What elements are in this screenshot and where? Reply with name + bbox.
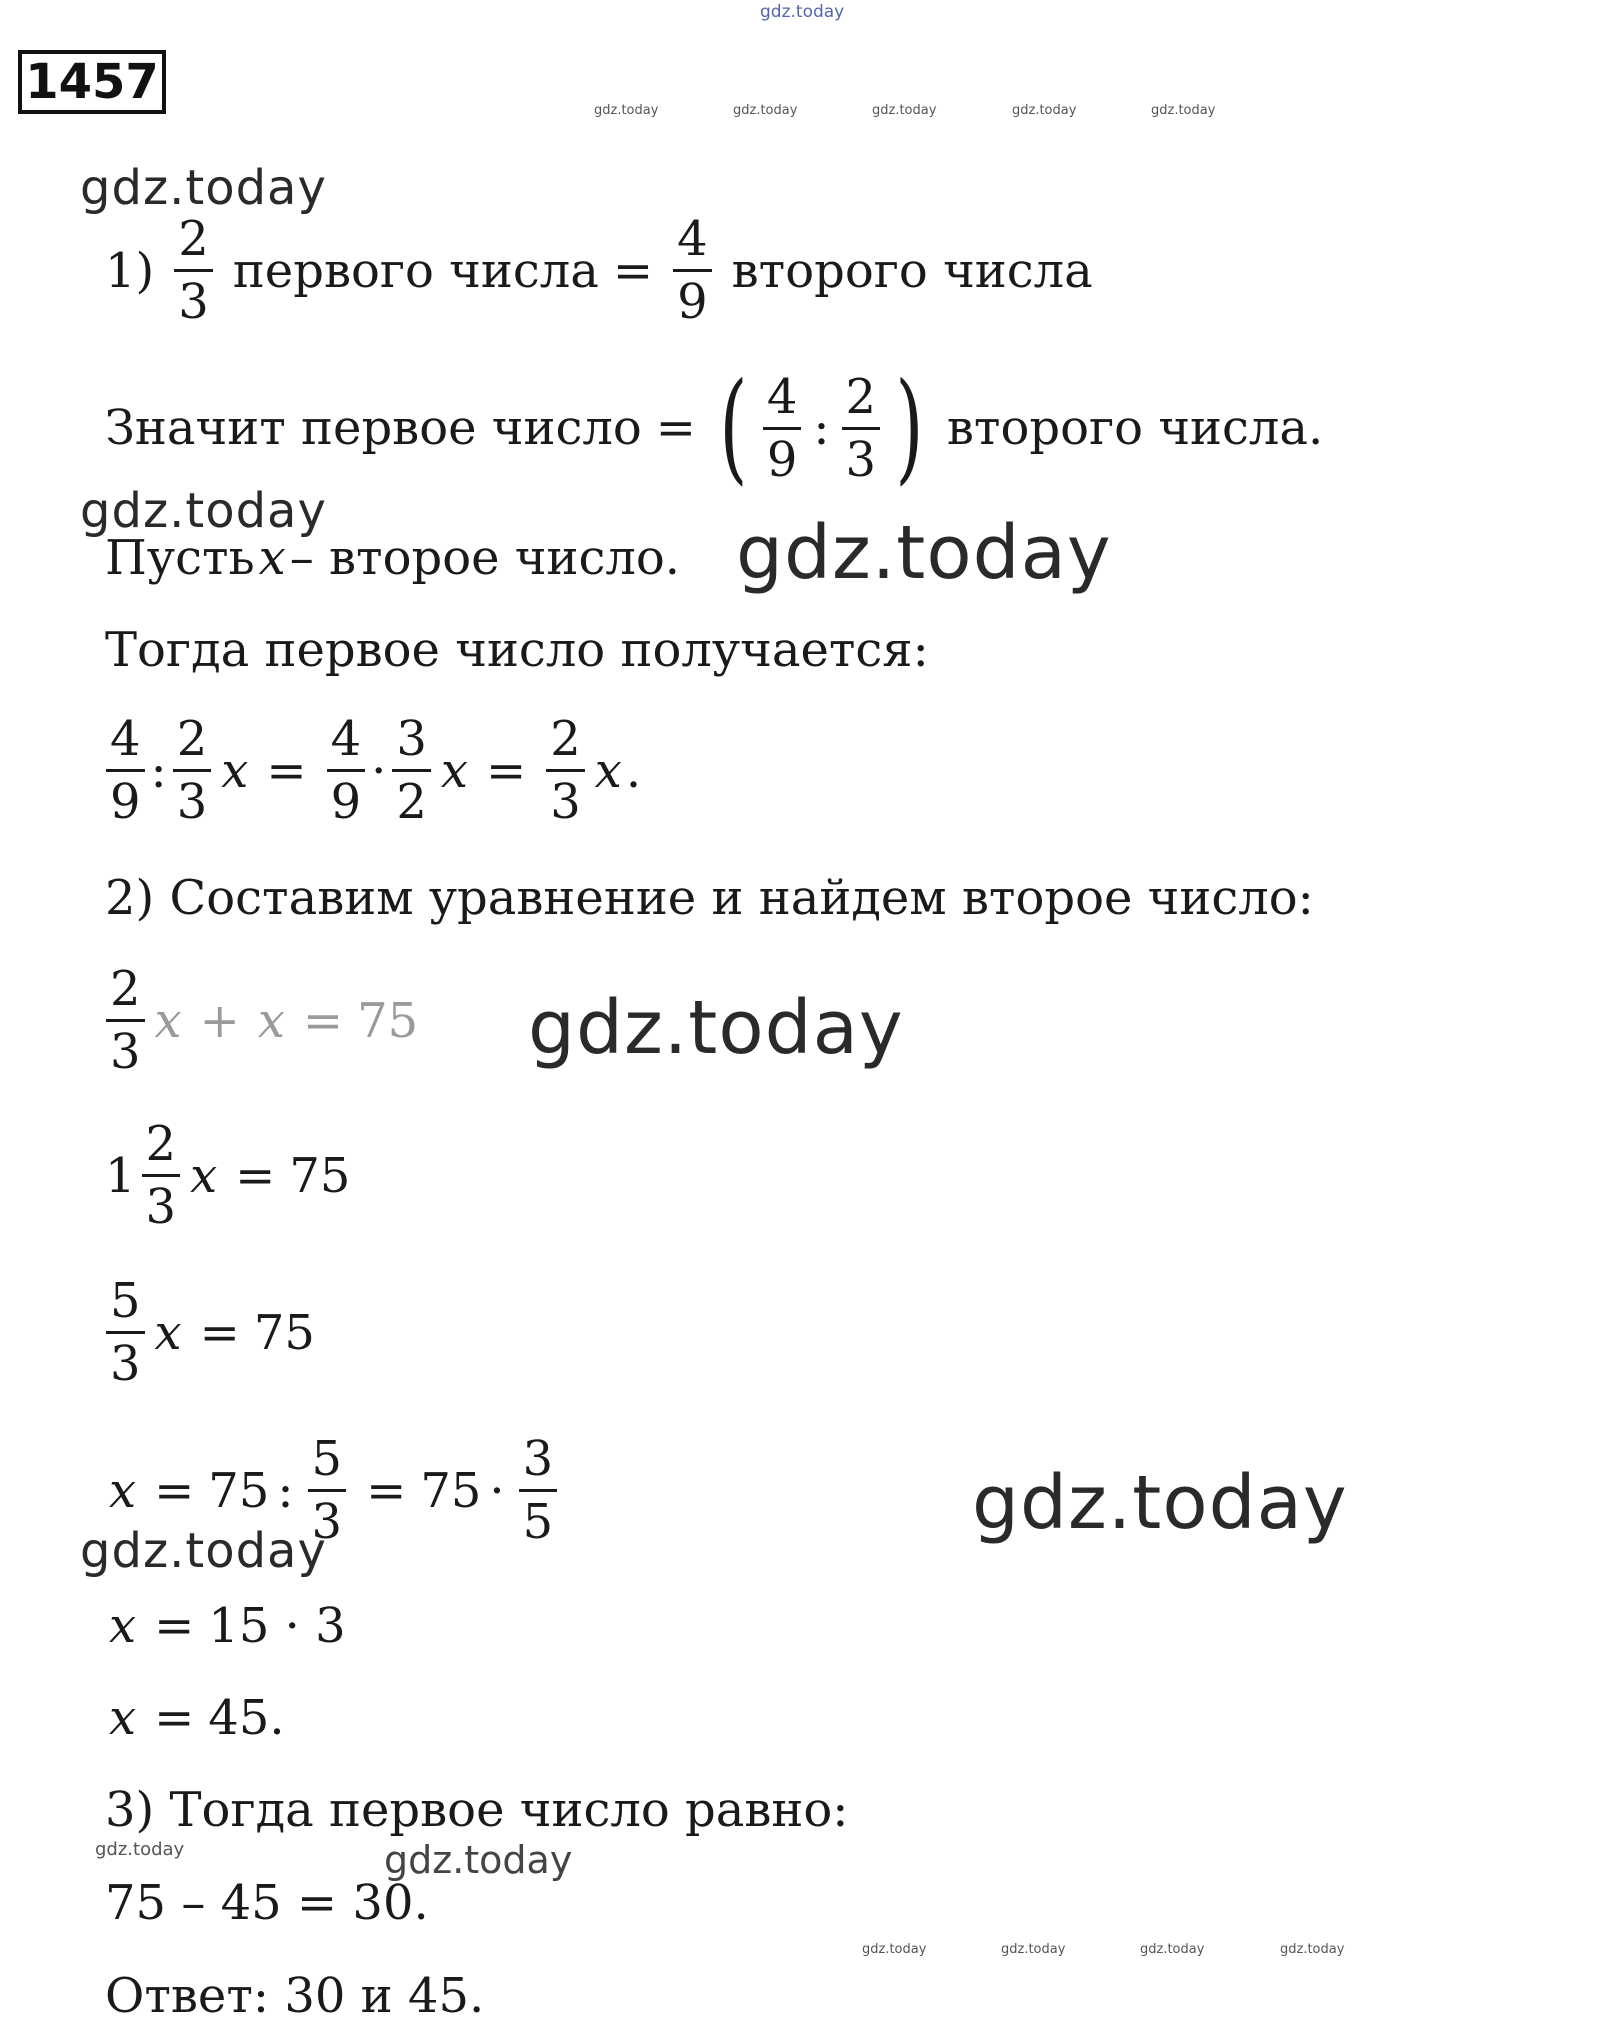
- problem-number: 1457: [18, 50, 166, 114]
- step-7: $\frac{2}{3}$ x + x = 75: [100, 965, 418, 1076]
- step-6: 2) Составим уравнение и найдем второе число:: [105, 870, 1314, 926]
- text: первого числа: [232, 242, 599, 299]
- step-13: 3) Тогда первое число равно:: [105, 1782, 849, 1838]
- step-5: $\frac{4}{9}$ : $\frac{2}{3}$ x = $\frac{4}{9}$ · $\frac{3}{2}$ x = $\frac{2}{3}$ x .: [100, 715, 641, 826]
- watermark-medium: gdz.today: [80, 160, 327, 216]
- watermark-medium: gdz.today: [384, 1838, 573, 1882]
- step-10: x = 75 : $\frac{5}{3}$ = 75 · $\frac{3}{5}$: [105, 1435, 563, 1546]
- step-9: $\frac{5}{3}$ x = 75: [100, 1277, 315, 1388]
- answer: Ответ: 30 и 45.: [105, 1968, 485, 2024]
- fraction: $\frac{4}{9}$: [106, 715, 145, 826]
- fraction: $\frac{2}{3}$: [142, 1120, 181, 1231]
- fraction: $\frac{2}{3}$: [546, 715, 585, 826]
- watermark-small: gdz.today: [872, 103, 937, 118]
- watermark-small: gdz.today: [95, 1839, 185, 1860]
- fraction: $\frac{5}{3}$: [308, 1435, 347, 1546]
- open-paren: (: [719, 358, 748, 497]
- fraction: $\frac{5}{3}$: [106, 1277, 145, 1388]
- watermark-small: gdz.today: [733, 103, 798, 118]
- watermark-small: gdz.today: [594, 103, 659, 118]
- watermark-medium: gdz.today: [80, 1523, 327, 1579]
- watermark-large: gdz.today: [972, 1460, 1348, 1546]
- watermark-small: gdz.today: [1001, 1942, 1066, 1957]
- watermark-large: gdz.today: [736, 510, 1112, 596]
- fraction: $\frac{4}{9}$: [763, 373, 802, 484]
- fraction: $\frac{2}{3}$: [106, 965, 145, 1076]
- close-paren: ): [895, 358, 924, 497]
- fraction: $\frac{4}{9}$: [327, 715, 366, 826]
- text: второго числа.: [946, 400, 1324, 456]
- step-14: 75 – 45 = 30.: [105, 1875, 429, 1931]
- step-11: x = 15 · 3: [109, 1598, 346, 1654]
- watermark-small: gdz.today: [862, 1942, 927, 1957]
- step-3: Пусть x – второе число.: [105, 530, 681, 586]
- fraction: $\frac{2}{3}$: [173, 715, 212, 826]
- fraction: $\frac{2}{3}$: [174, 215, 213, 326]
- step-4: Тогда первое число получается:: [105, 622, 929, 678]
- step-2: Значит первое число = ( $\frac{4}{9}$ : $\frac{2}{3}$ ) второго числа.: [105, 358, 1324, 497]
- watermark-small: gdz.today: [1151, 103, 1216, 118]
- fraction: $\frac{4}{9}$: [673, 215, 712, 326]
- watermark-small: gdz.today: [1140, 1942, 1205, 1957]
- watermark-small: gdz.today: [1012, 103, 1077, 118]
- step-label: 1): [105, 242, 155, 299]
- step-12: x = 45.: [109, 1690, 285, 1746]
- step-8: 1 $\frac{2}{3}$ x = 75: [105, 1116, 351, 1235]
- text: второго числа: [731, 242, 1093, 299]
- fraction: $\frac{2}{3}$: [842, 373, 881, 484]
- step-1: 1) $\frac{2}{3}$ первого числа = $\frac{4}{9}$ второго числа: [105, 211, 1093, 330]
- text: Значит первое число: [105, 400, 642, 456]
- watermark-large: gdz.today: [528, 985, 904, 1071]
- watermark-medium: gdz.today: [80, 483, 327, 539]
- fraction: $\frac{3}{5}$: [519, 1435, 558, 1546]
- watermark-top: gdz.today: [760, 2, 845, 22]
- fraction: $\frac{3}{2}$: [392, 715, 431, 826]
- watermark-small: gdz.today: [1280, 1942, 1345, 1957]
